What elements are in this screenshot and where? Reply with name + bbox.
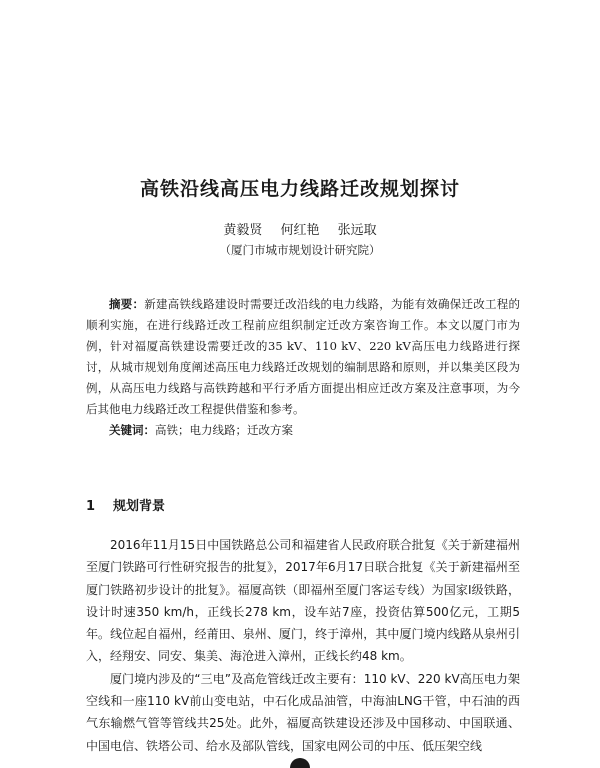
- section-number: 1: [86, 499, 96, 514]
- body-paragraph-2: 厦门境内涉及的“三电”及高危管线迁改主要有：110 kV、220 kV高压电力架空线和一座110 kV前山变电站，中石化成品油管，中海油LNG干管，中石油的西气东输燃气管等管线共25处。此外，福厦高铁建设还涉及中国移动、中国联通、中国电信、铁塔公司、给水及部队管线，国家电网公司的中压、低压架空线: [86, 671, 520, 753]
- body-paragraph-1: 2016年11月15日中国铁路总公司和福建省人民政府联合批复《关于新建福州至厦门铁路可行性研究报告的批复》，2017年6月17日联合批复《关于新建福州至厦门铁路初步设计的批复》。福厦高铁（即福州至厦门客运专线）为国家Ⅰ级铁路，设计时速350 km/h，正线长278 km，设车站7座，投资估算500亿元，工期5年。线位起自福州，经莆田、泉州、厦门，终于漳州，其中厦门境内线路从泉州引入，经翔安、同安、集美、海沧进入漳州，正线长约48 km。: [86, 538, 520, 664]
- keywords-text: 高铁；电力线路；迁改方案: [155, 423, 293, 437]
- page-number-marker: [290, 758, 310, 768]
- abstract-text: 新建高铁线路建设时需要迁改沿线的电力线路，为能有效确保迁改工程的顺利实施，在进行线路迁改工程前应组织制定迁改方案咨询工作。本文以厦门市为例，针对福厦高铁建设需要迁改的35 kV、110 kV、220 kV高压电力线路进行探讨，从城市规划角度阐述高压电力线路迁改规划的编制思路和原则，并以集美区段为例，从高压电力线路与高铁跨越和平行矛盾方面提出相应迁改方案及注意事项，为今后其他电力线路迁改工程提供借鉴和参考。: [86, 297, 520, 416]
- abstract-paragraph: [86, 294, 520, 420]
- keywords: [86, 420, 520, 441]
- authors: 黄毅贤 何红艳 张远取: [223, 223, 377, 238]
- abstract: [86, 294, 520, 441]
- keywords-label: 关键词：: [109, 423, 155, 437]
- affiliation: （厦门市城市规划设计研究院）: [219, 243, 381, 257]
- section-title: 规划背景: [113, 499, 166, 514]
- abstract-label: 摘要：: [109, 297, 145, 311]
- body-text: [86, 534, 520, 757]
- section-heading: [86, 495, 165, 514]
- paper-title: 高铁沿线高压电力线路迁改规划探讨: [139, 178, 460, 200]
